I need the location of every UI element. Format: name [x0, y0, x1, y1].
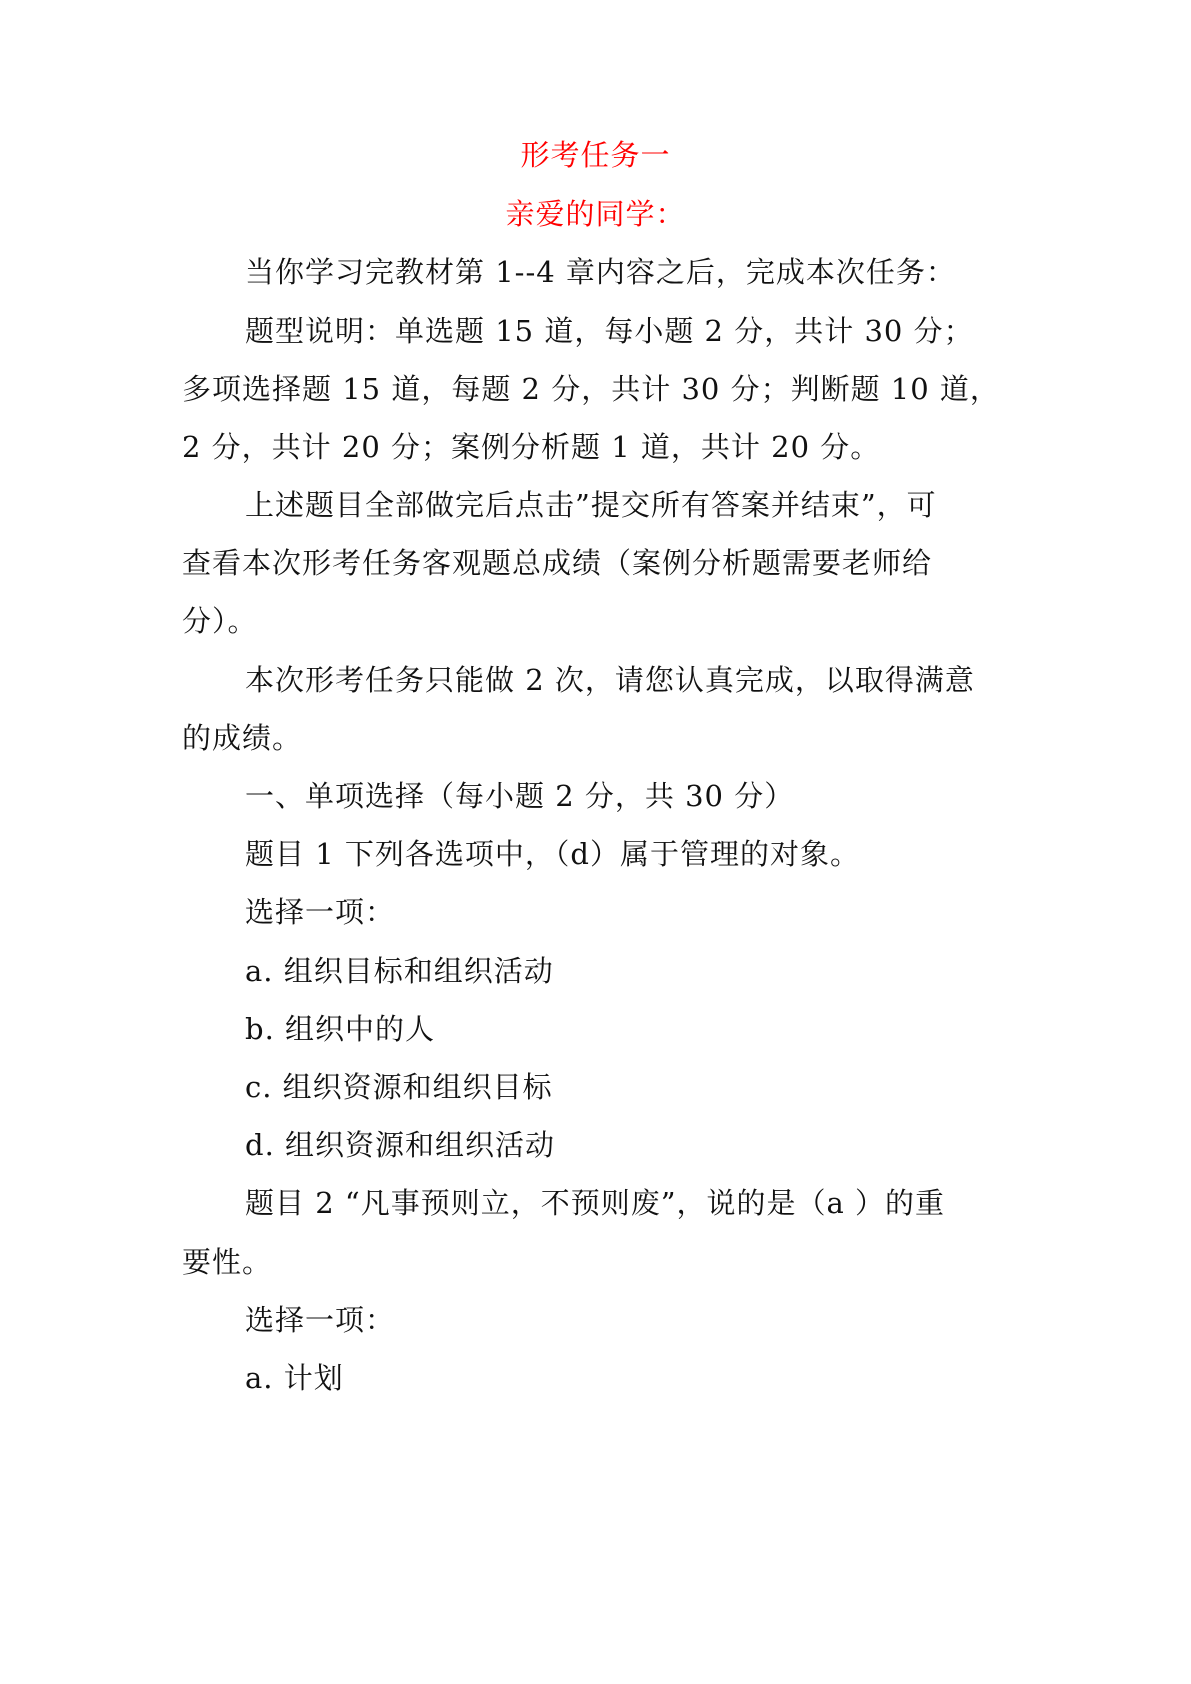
question-types-line-1: 题型说明：单选题 15 道，每小题 2 分，共计 30 分； [245, 314, 974, 348]
question-2-prompt: 选择一项： [245, 1303, 396, 1337]
question-1-prompt: 选择一项： [245, 895, 396, 929]
document-title: 形考任务一 [520, 138, 671, 172]
intro-paragraph-1: 当你学习完教材第 1--4 章内容之后，完成本次任务： [245, 255, 956, 289]
question-types-line-3: 2 分，共计 20 分；案例分析题 1 道，共计 20 分。 [182, 430, 881, 464]
question-1-option-b: b. 组织中的人 [245, 1012, 436, 1046]
question-1-stem: 题目 1 下列各选项中，（d）属于管理的对象。 [245, 837, 860, 871]
question-1-option-a: a. 组织目标和组织活动 [245, 954, 554, 988]
submit-instructions-line-2: 查看本次形考任务客观题总成绩（案例分析题需要老师给 [182, 546, 933, 580]
question-2-option-a: a. 计划 [245, 1361, 344, 1395]
question-2-stem-line-1: 题目 2 “凡事预则立，不预则废”，说的是（a ）的重 [245, 1186, 946, 1220]
question-2-stem-line-2: 要性。 [182, 1245, 273, 1279]
section-heading: 一、单项选择（每小题 2 分，共 30 分） [245, 779, 795, 813]
greeting: 亲爱的同学： [505, 197, 686, 231]
question-types-line-2: 多项选择题 15 道，每题 2 分，共计 30 分；判断题 10 道， [182, 372, 1000, 406]
attempts-note-line-1: 本次形考任务只能做 2 次，请您认真完成，以取得满意 [245, 663, 975, 697]
question-1-option-d: d. 组织资源和组织活动 [245, 1128, 556, 1162]
submit-instructions-line-3: 分）。 [182, 604, 258, 638]
submit-instructions-line-1: 上述题目全部做完后点击”提交所有答案并结束”，可 [245, 488, 937, 522]
attempts-note-line-2: 的成绩。 [182, 721, 303, 755]
question-1-option-c: c. 组织资源和组织目标 [245, 1070, 553, 1104]
